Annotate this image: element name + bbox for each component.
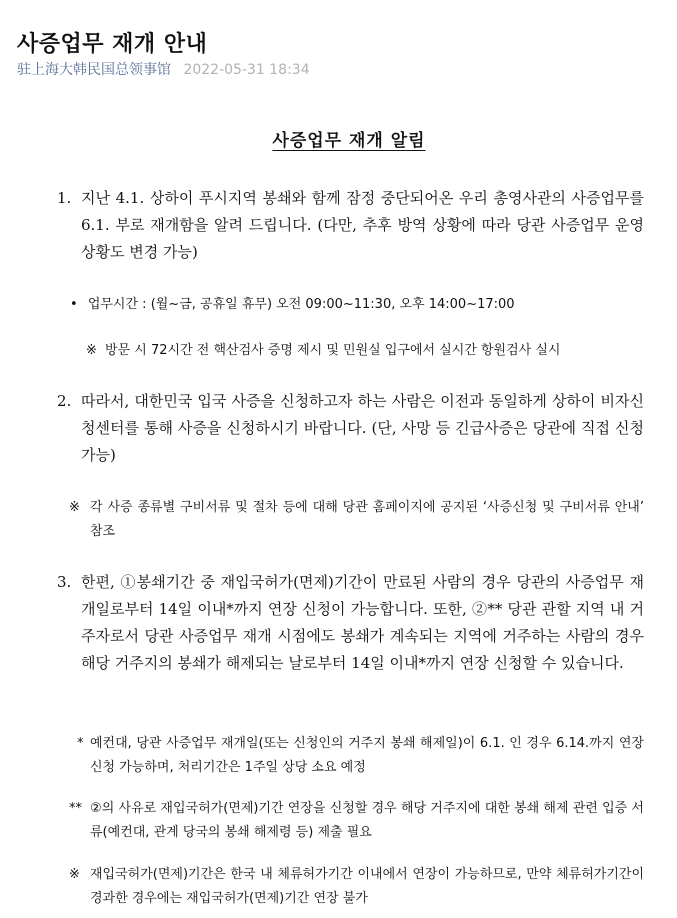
business-hours-text: 업무시간 : (월~금, 공휴일 휴무) 오전 09:00~11:30, 오후 14:00~17:00 [87, 297, 515, 312]
paragraph-number: 3. [57, 573, 72, 591]
paragraph-text: 지난 4.1. 상하이 푸시지역 봉쇄와 함께 잠정 중단되어온 우리 총영사관의 사증업무를 6.1. 부로 재개함을 알려 드립니다. (다만, 추후 방역 상황에 따라 당관 사증업무 운영 상황도 변경 가능) [81, 189, 644, 261]
footnote-text: ②의 사유로 재입국허가(면제)기간 연장을 신청할 경우 해당 거주지에 대한 봉쇄 해제 관련 입증 서류(예컨대, 관계 당국의 봉쇄 해제령 등) 제출 필요 [90, 801, 644, 840]
business-hours [70, 294, 515, 316]
paragraph-2 [57, 388, 644, 469]
bullet-mark: • [70, 297, 78, 312]
paragraph-3 [57, 569, 644, 677]
paragraph-number: 1. [57, 189, 72, 207]
note-text: 방문 시 72시간 전 핵산검사 증명 제시 및 민원실 입구에서 실시간 항원검사 실시 [105, 343, 561, 358]
paragraph-number: 2. [57, 392, 72, 410]
paragraph-text: 한편, ①봉쇄기간 중 재입국허가(면제)기간이 만료된 사람의 경우 당관의 사증업무 재개일로부터 14일 이내*까지 연장 신청이 가능합니다. 또한, ②** 당관 관할 지역 내 거주자로서 당관 사증업무 재개 시점에도 봉쇄가 계속되는 지역에 거주하는 사람의 경우 해당 거주지의 봉쇄가 해제되는 날로부터 14일 이내*까지 연장 신청할 수 있습니다. [81, 573, 644, 672]
note-mark: ※ [69, 867, 80, 882]
note-mark: ※ [86, 343, 97, 358]
note-mark: ※ [69, 500, 80, 515]
note-text: 재입국허가(면제)기간은 한국 내 체류허가기간 이내에서 연장이 가능하므로, 만약 체류허가기간이 경과한 경우에는 재입국허가(면제)기간 연장 불가 [90, 867, 644, 906]
footnote-example [77, 732, 644, 780]
note-text: 각 사증 종류별 구비서류 및 절차 등에 대해 당관 홈페이지에 공지된 ‘사증신청 및 구비서류 안내’ 참조 [90, 500, 644, 539]
article-title: 사증업무 재개 안내 [17, 31, 208, 57]
note-visit-requirement [86, 339, 646, 363]
article-meta [17, 59, 310, 79]
note-documents-reference [69, 496, 644, 544]
document-heading: 사증업무 재개 알림 [272, 131, 426, 151]
publish-date: 2022-05-31 18:34 [183, 62, 310, 78]
paragraph-1 [57, 185, 644, 266]
account-name-link[interactable]: 驻上海大韩民国总领事馆 [17, 62, 171, 78]
note-stay-permit [69, 863, 644, 911]
footnote-mark: * [77, 736, 84, 751]
footnote-mark: ** [69, 801, 82, 816]
footnote-proof-documents [69, 797, 644, 845]
paragraph-text: 따라서, 대한민국 입국 사증을 신청하고자 하는 사람은 이전과 동일하게 상하이 비자신청센터를 통해 사증을 신청하시기 바랍니다. (단, 사망 등 긴급사증은 당관에 직접 신청 가능) [81, 392, 644, 464]
footnote-text: 예컨대, 당관 사증업무 재개일(또는 신청인의 거주지 봉쇄 해제일)이 6.1. 인 경우 6.14.까지 연장 신청 가능하며, 처리기간은 1주일 상당 소요 예정 [90, 736, 644, 775]
